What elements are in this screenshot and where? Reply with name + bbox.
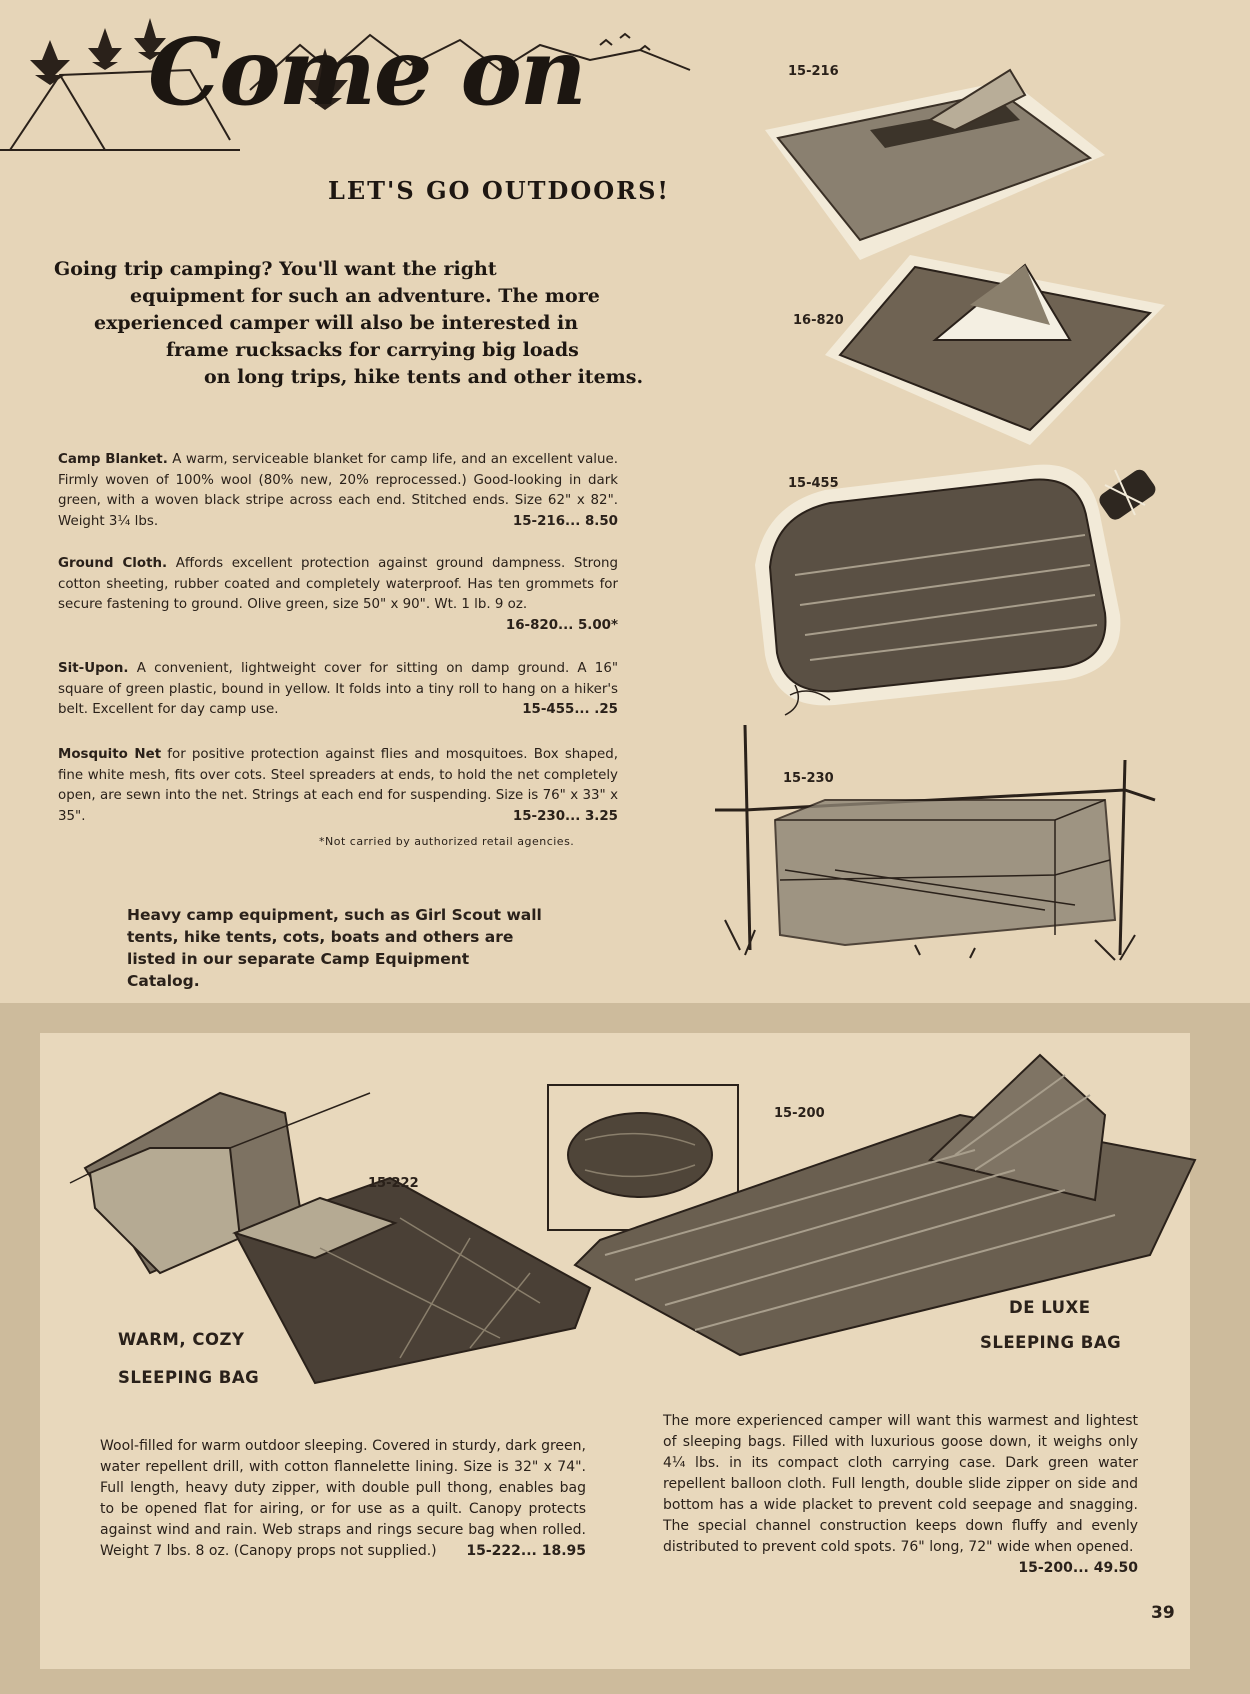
product-name: Ground Cloth. (58, 556, 168, 571)
warm-bag-label-line1: WARM, COZY (118, 1330, 245, 1349)
intro-line: Going trip camping? You'll want the right (54, 258, 497, 280)
product-desc: for positive protection against flies and mosquitoes. Box shaped, fine white mesh, fits over cots. Steel spreaders at ends, to hold the net completely open, are sewn into the net. Strings at each end for suspending. Size is 76" x 33" x 35". (58, 747, 618, 824)
deluxe-bag-desc-text: The more experienced camper will want this warmest and lightest of sleeping bags. Filled with luxurious goose down, it weighs only 4¼ lbs. in its compact cloth carrying case. Dark green water repellent balloon cloth. Full length, double slide zipper on side and bottom has a wide placket to prevent cold seepage and snagging. The special channel construction keeps down fluffy and evenly distributed to prevent cold spots. 76" long, 72" wide when opened. (663, 1413, 1138, 1555)
product-mosquito-net (58, 745, 618, 827)
warm-bag-desc-text: Wool-filled for warm outdoor sleeping. Covered in sturdy, dark green, water repellent drill, with cotton flannelette lining. Size is 32" x 74". Full length, heavy duty zipper, with double pull thong, enables bag to be opened flat for airing, or for use as a quilt. Canopy protects against wind and rain. Web straps and rings secure bag when rolled. Weight 7 lbs. 8 oz. (Canopy props not supplied.) (100, 1438, 586, 1559)
item-code-label: 15-200 (774, 1106, 825, 1121)
product-code-price: 15-455... .25 (522, 702, 618, 717)
item-code-label: 15-222 (368, 1176, 419, 1191)
script-title: Come on (148, 18, 585, 126)
intro-line: equipment for such an adventure. The more (130, 285, 600, 307)
product-sit-upon (58, 659, 618, 721)
intro-line: experienced camper will also be interested in (94, 312, 579, 334)
product-desc: Affords excellent protection against ground dampness. Strong cotton sheeting, rubber coated and completely waterproof. Has ten grommets for secure fastening to ground. Olive green, size 50" x 90". Wt. 1 lb. 9 oz. (58, 556, 619, 612)
product-ground-cloth (58, 554, 618, 636)
product-code-price: 15-216... 8.50 (512, 513, 618, 529)
product-code-price: 15-230... 3.25 (512, 808, 618, 824)
warm-bag-code-price: 15-222... 18.95 (466, 1543, 586, 1559)
heavy-equipment-note: Heavy camp equipment, such as Girl Scout wall tents, hike tents, cots, boats and others are listed in our separate Camp Equipment Catalog. (127, 906, 542, 990)
sit-upon-image (745, 455, 1165, 715)
intro-line: on long trips, hike tents and other items. (204, 366, 644, 388)
warm-bag-label-line2: SLEEPING BAG (118, 1368, 260, 1387)
product-name: Camp Blanket. (58, 452, 168, 467)
page-subtitle: LET'S GO OUTDOORS! (328, 176, 670, 205)
ground-cloth-image (820, 245, 1170, 445)
footnote: *Not carried by authorized retail agencies. (319, 835, 575, 848)
product-desc: A convenient, lightweight cover for sitting on damp ground. A 16" square of green plastic, bound in yellow. It folds into a tiny roll to hang on a hiker's belt. Excellent for day camp use. (58, 661, 619, 717)
warm-sleeping-bag-image (70, 1088, 600, 1368)
deluxe-bag-label-line1: DE LUXE (1009, 1298, 1091, 1317)
product-code-price: 16-820... 5.00* (505, 617, 618, 633)
rolled-sit-upon-icon (1096, 467, 1158, 523)
carrying-case-icon (568, 1113, 712, 1197)
product-desc: A warm, serviceable blanket for camp life, and an excellent value. Firmly woven of 100% wool (80% new, 20% reprocessed.) Good-looking in dark green, with a woven black stripe across each end. Stitched ends. Size 62" x 82". Weight 3¼ lbs. (58, 452, 618, 529)
intro-line: frame rucksacks for carrying big loads (166, 339, 579, 361)
deluxe-bag-label-line2: SLEEPING BAG (980, 1333, 1122, 1352)
product-camp-blanket (58, 450, 618, 532)
blanket-image (760, 60, 1120, 260)
item-code-label: 15-230 (783, 771, 834, 786)
page-number: 39 (1151, 1603, 1175, 1623)
item-code-label: 15-216 (788, 64, 839, 79)
mosquito-net-image (715, 720, 1165, 960)
product-name: Mosquito Net (58, 747, 162, 762)
deluxe-bag-description (663, 1411, 1138, 1579)
item-code-label: 16-820 (793, 313, 844, 328)
warm-bag-description (100, 1436, 586, 1562)
product-name: Sit-Upon. (58, 661, 129, 676)
birds-icon (600, 34, 650, 50)
deluxe-bag-code-price: 15-200... 49.50 (1018, 1560, 1138, 1576)
item-code-label: 15-455 (788, 476, 839, 491)
